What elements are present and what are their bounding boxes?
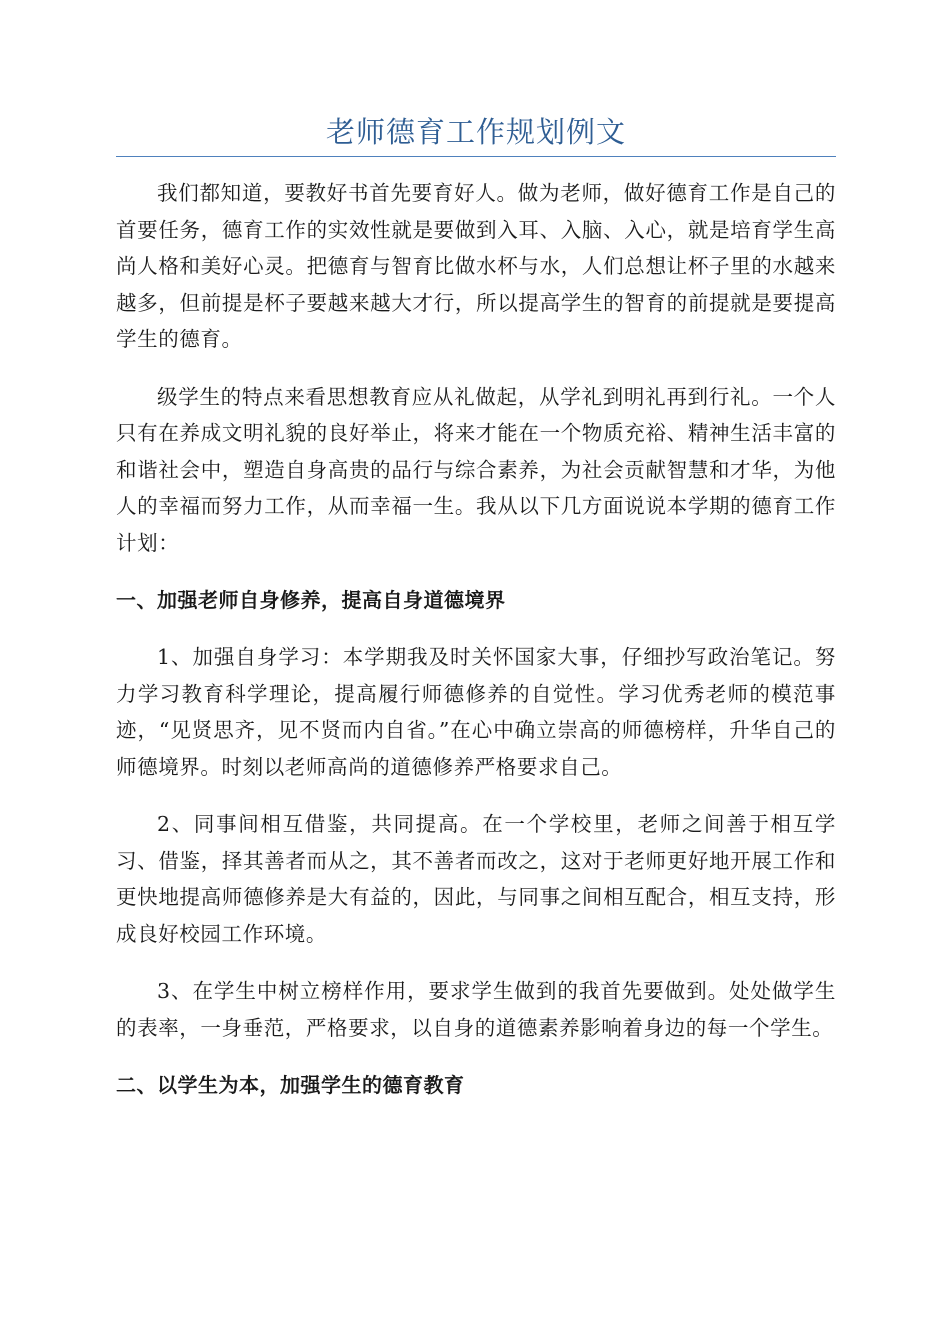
title-block: [116, 112, 836, 157]
document-title: 老师德育工作规划例文: [325, 115, 626, 149]
document-body: [116, 175, 836, 1124]
section-heading-2: 二、以学生为本，加强学生的德育教育: [116, 1073, 465, 1097]
section1-item-2: 2、同事间相互借鉴，共同提高。在一个学校里，老师之间善于相互学习、借鉴，择其善者而从之，其不善者而改之，这对于老师更好地开展工作和更快地提高师德修养是大有益的，因此，与同事之间相互配合，相互支持，形成良好校园工作环境。: [116, 812, 836, 946]
paragraph-intro: 我们都知道，要教好书首先要育好人。做为老师，做好德育工作是自己的首要任务，德育工作的实效性就是要做到入耳、入脑、入心，就是培育学生高尚人格和美好心灵。把德育与智育比做水杯与水，人们总想让杯子里的水越来越多，但前提是杯子要越来越大才行，所以提高学生的智育的前提就是要提高学生的德育。: [116, 181, 836, 351]
paragraph-plan-overview: 级学生的特点来看思想教育应从礼做起，从学礼到明礼再到行礼。一个人只有在养成文明礼貌的良好举止，将来才能在一个物质充裕、精神生活丰富的和谐社会中，塑造自身高贵的品行与综合素养，为社会贡献智慧和才华，为他人的幸福而努力工作，从而幸福一生。我从以下几方面说说本学期的德育工作计划：: [116, 384, 836, 555]
section1-item-1: 1、加强自身学习：本学期我及时关怀国家大事，仔细抄写政治笔记。努力学习教育科学理论，提高履行师德修养的自觉性。学习优秀老师的模范事迹，“见贤思齐，见不贤而内自省。”在心中确立崇高的师德榜样，升华自己的师德境界。时刻以老师高尚的道德修养严格要求自己。: [116, 645, 836, 779]
section1-item-3: 3、在学生中树立榜样作用，要求学生做到的我首先要做到。处处做学生的表率，一身垂范，严格要求，以自身的道德素养影响着身边的每一个学生。: [116, 979, 836, 1040]
section-heading-1: 一、加强老师自身修养，提高自身道德境界: [116, 588, 506, 612]
